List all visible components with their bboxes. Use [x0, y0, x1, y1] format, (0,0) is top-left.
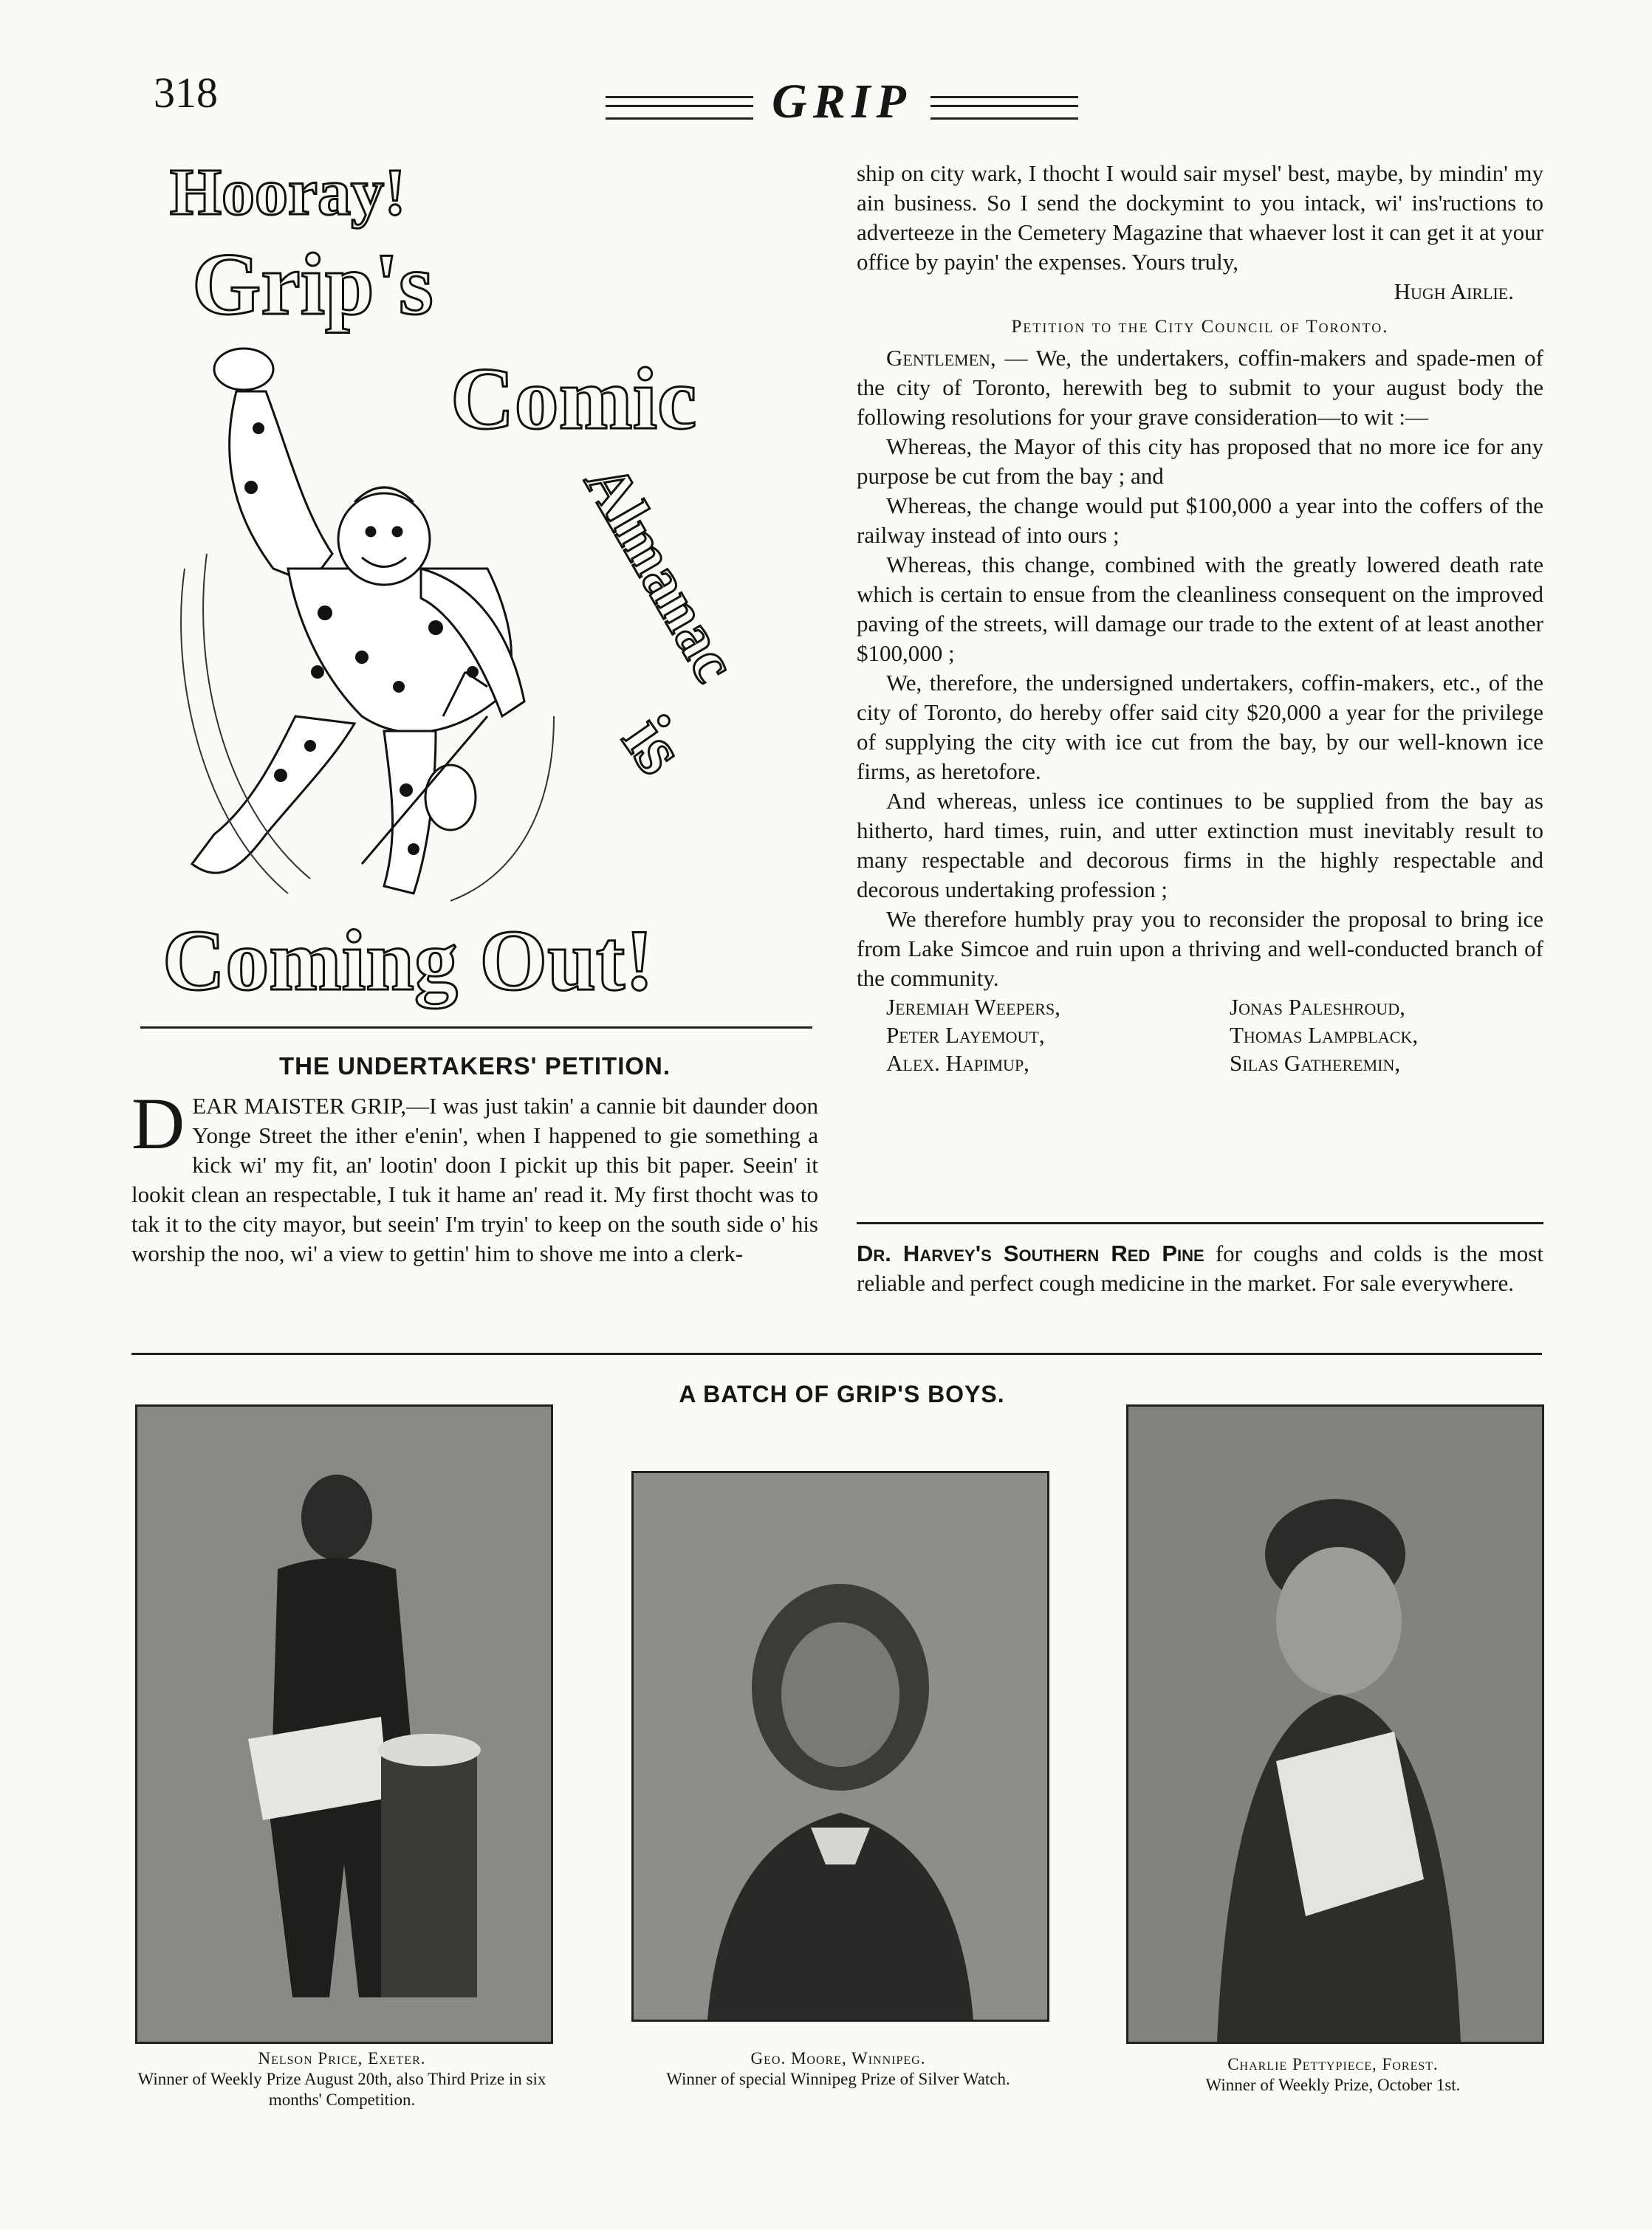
- signer: Thomas Lampblack,: [1230, 1022, 1419, 1048]
- petition-paragraph: And whereas, unless ice continues to be supplied from the bay as hitherto, hard times, ruin, and utter extinction must inevitably result to many respectable and decorous firms in the highly respectable and decorous undertaking profession ;: [857, 788, 1543, 902]
- cough-medicine-ad: [857, 1239, 1543, 1298]
- cartoon-word-hooray: Hooray!: [170, 156, 406, 229]
- masthead-title: GRIP: [772, 75, 912, 128]
- masthead: [606, 74, 1078, 133]
- cartoon-word-is: is: [606, 700, 703, 789]
- petition-salutation: Gentlemen,: [886, 345, 996, 371]
- signer: Jeremiah Weepers,: [886, 994, 1060, 1020]
- petition-signers: [857, 993, 1543, 1077]
- caption-desc: Winner of Weekly Prize, October 1st.: [1205, 2076, 1461, 2094]
- right-column: [857, 159, 1543, 1077]
- caption-geo-moore: [631, 2048, 1045, 2090]
- caption-name: Geo. Moore, Winnipeg.: [750, 2049, 926, 2068]
- ad-brand: Dr. Harvey's Southern Red Pine: [857, 1241, 1204, 1266]
- petition-paragraph: Whereas, the change would put $100,000 a year into the coffers of the railway instead of into ours ;: [857, 493, 1543, 548]
- boys-heading: A BATCH OF GRIP'S BOYS.: [679, 1381, 1005, 1407]
- portrait-standing-boy: [137, 1407, 551, 2042]
- photo-nelson-price: [135, 1404, 553, 2044]
- portrait-seated-boy: [634, 1473, 1047, 2020]
- section-divider: [131, 1353, 1542, 1355]
- masthead-rule-right: [930, 96, 1078, 120]
- letter-text: EAR MAISTER GRIP,—I was just takin' a cannie bit daunder doon Yonge Street the ither e'enin', when I happened to gie something a kick wi' my fit, an' lootin' doon I pickit up this bit paper. Seein' it lookit clean an respectable, I tuk it hame an' read it. My first thocht was to tak it to the city mayor, but seein' I'm tryin' to keep on the south side o' his worship the noo, wi' a view to gettin' him to shove me into a clerk-: [131, 1093, 818, 1266]
- signer: Silas Gatheremin,: [1230, 1050, 1401, 1076]
- caption-name: Charlie Pettypiece, Forest.: [1227, 2055, 1439, 2073]
- cartoon-word-almanac: Almanac: [571, 453, 750, 693]
- petition-paragraph: We, therefore, the undersigned undertakers, coffin-makers, etc., of the city of Toronto, do hereby offer said city $20,000 a year for the privilege of supplying the city with ice cut from the bay, by our well-known ice firms, as heretofore.: [857, 670, 1543, 784]
- caption-desc: Winner of Weekly Prize August 20th, also Third Prize in six months' Competition.: [137, 2070, 546, 2109]
- caption-nelson-price: [135, 2048, 549, 2110]
- clown-illustration: [140, 155, 805, 1012]
- cartoon-divider: [140, 1026, 812, 1029]
- caption-desc: Winner of special Winnipeg Prize of Silver Watch.: [666, 2070, 1010, 2088]
- cartoon-word-grips: Grip's: [192, 235, 433, 333]
- page-number: 318: [154, 69, 218, 117]
- letter-signature: Hugh Airlie.: [1394, 278, 1514, 304]
- masthead-rule-left: [606, 96, 753, 120]
- cartoon-word-coming-out: Coming Out!: [162, 912, 654, 1009]
- signer: Jonas Paleshroud,: [1230, 994, 1405, 1020]
- letter-continuation: ship on city wark, I thocht I would sair mysel' best, maybe, by mindin' my ain business. So I send the dockymint to you intack, wi' ins'ructions to adverteeze in the Cemetery Magazine that whaever lost it can get it at your office by payin' the expenses. Yours truly,: [857, 160, 1543, 275]
- petition-divider: [857, 1222, 1543, 1224]
- undertakers-heading: THE UNDERTAKERS' PETITION.: [278, 1052, 671, 1080]
- cartoon-word-comic: Comic: [450, 349, 697, 447]
- signer: Peter Layemout,: [886, 1022, 1045, 1048]
- petition-paragraph: Whereas, the Mayor of this city has proposed that no more ice for any purpose be cut from the bay ; and: [857, 433, 1543, 489]
- caption-name: Nelson Price, Exeter.: [258, 2049, 426, 2068]
- photo-charlie-pettypiece: [1126, 1404, 1544, 2044]
- portrait-boy-with-paper: [1128, 1407, 1542, 2042]
- caption-charlie-pettypiece: [1126, 2054, 1540, 2096]
- petition-paragraph: We therefore humbly pray you to reconsider the proposal to bring ice from Lake Simcoe and ruin upon a thriving and well-conducted branch of the community.: [857, 906, 1543, 991]
- almanac-cartoon: [140, 155, 805, 1012]
- photo-geo-moore: [631, 1471, 1049, 2022]
- petition-title: Petition to the City Council of Toronto.: [1011, 317, 1389, 337]
- ad-text: for coughs and colds is the most reliable and perfect cough medicine in the market. For sale everywhere.: [857, 1241, 1543, 1296]
- drop-cap: D: [131, 1083, 185, 1164]
- signer: Alex. Hapimup,: [886, 1050, 1029, 1076]
- petition-paragraph: Whereas, this change, combined with the greatly lowered death rate which is certain to ensue from the cleanliness consequent on the improved paving of the streets, will damage our trade to the extent of at least another $100,000 ;: [857, 552, 1543, 666]
- petition-paragraph: — We, the undertakers, coffin-makers and spade-men of the city of Toronto, herewith beg to submit to your august body the following resolutions for your grave consideration—to wit :—: [857, 345, 1543, 430]
- letter-body: [131, 1083, 818, 1269]
